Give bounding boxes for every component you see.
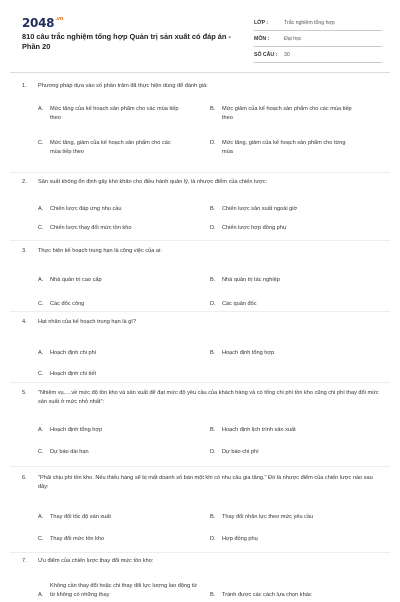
option-c[interactable] [38,448,180,457]
option-a[interactable] [38,205,180,214]
question-number: 6. [22,475,27,481]
option-letter: C. [38,140,44,146]
option-a[interactable] [38,513,180,522]
meta-value: 30 [284,51,290,58]
option-letter: A. [38,427,44,433]
option-letter: B. [210,514,216,520]
question-text: Phương pháp dựa vào số phần trăm đã thực hiện dùng để đánh giá: [38,83,208,89]
option-letter: D. [210,140,216,146]
document-title: 810 câu trắc nghiệm tổng hợp Quản trị sản xuất có đáp án - Phần 20 [22,32,231,51]
meta-label: SỐ CÂU : [254,51,278,58]
option-text: Các quản đốc [222,301,257,307]
option-a[interactable] [38,582,200,600]
option-b[interactable] [210,105,352,123]
option-text: Hoạch định tổng hợp [222,350,275,356]
option-text: Mức giảm của kế hoạch sản phẩm cho các mùa tiếp theo [222,106,352,121]
question-3 [22,247,384,307]
meta-value: Trắc nghiệm tổng hợp [284,19,335,26]
option-d[interactable] [210,139,352,157]
option-a[interactable] [38,276,180,285]
question-number: 1. [22,83,27,89]
option-b[interactable] [210,591,352,600]
option-b[interactable] [210,513,352,522]
question-number: 4. [22,319,27,325]
option-a[interactable] [38,349,180,358]
question-divider [10,466,390,467]
meta-row-class [254,15,382,31]
question-text: "Nhiệm vụ.....về mức độ tồn kho và sản xuất để đạt mức độ yêu cầu của khách hàng và có tổng chi phí tồn kho cũng chi phí thay đổi mức sản xuất ở mức nhỏ nhất": [38,390,379,405]
option-letter: B. [210,427,216,433]
question-text: Thực hiện kế hoạch trung hạn là công việc của ai: [38,248,162,254]
option-letter: A. [38,206,44,212]
question-4 [22,318,384,377]
option-text: Dự báo dài hạn [50,449,89,455]
option-letter: D. [210,449,216,455]
option-a[interactable] [38,426,180,435]
question-number: 5. [22,390,27,396]
option-letter: B. [210,206,216,212]
option-letter: A. [38,350,44,356]
option-letter: C. [38,536,44,542]
question-number: 2. [22,179,27,185]
question-text: Ưu điểm của chiến lược thay đổi mức tồn kho: [38,558,154,564]
option-letter: B. [210,592,216,598]
option-letter: D. [210,536,216,542]
option-letter: A. [38,106,44,112]
meta-label: LỚP : [254,19,269,26]
option-text: Hợp đồng phụ [222,536,258,542]
option-d[interactable] [210,535,352,544]
option-text: Nhà quản trị cao cấp [50,277,102,283]
option-text: Thay đổi mức tồn kho [50,536,105,542]
logo-suffix: .vn [55,16,64,22]
option-c[interactable] [38,370,180,379]
option-d[interactable] [210,224,352,233]
option-c[interactable] [38,224,180,233]
option-c[interactable] [38,535,180,544]
option-text: Hoạch định chi phí [50,350,97,356]
question-number: 7. [22,558,27,564]
question-divider [10,172,390,173]
option-text: Nhà quản trị tác nghiệp [222,277,280,283]
option-letter: C. [38,371,44,377]
option-text: Chiến lược thay đổi mức tồn kho [50,225,132,231]
option-letter: A. [38,514,44,520]
option-text: Hoạch định chi tiết [50,371,97,377]
option-letter: C. [38,449,44,455]
option-d[interactable] [210,300,352,309]
meta-row-count [254,47,382,63]
option-letter: B. [210,277,216,283]
option-text: Hoạch định lịch trình sản xuất [222,427,296,433]
question-divider [10,240,390,241]
question-6 [22,474,384,542]
option-letter: A. [38,277,44,283]
header-divider [10,72,390,73]
site-logo[interactable] [22,16,63,30]
option-text: Thay đổi nhân lực theo mức yêu cầu [222,514,314,520]
question-2 [22,178,384,233]
option-text: Thay đổi tốc độ sản xuất [50,514,111,520]
option-letter: B. [210,350,216,356]
question-text: Hạt nhân của kế hoạch trung hạn là gì? [38,319,136,325]
option-b[interactable] [210,349,352,358]
option-b[interactable] [210,426,352,435]
question-number: 3. [22,248,27,254]
meta-value: Đại học [284,35,302,42]
question-1 [22,82,384,163]
logo-text: 2048 [22,16,55,30]
option-text: Mức tăng của kế hoạch sản phẩm cho các mùa tiếp theo [50,106,179,121]
question-divider [10,382,390,383]
meta-label: MÔN : [254,35,270,42]
option-c[interactable] [38,300,180,309]
option-text: Hoạch định tổng hợp [50,427,103,433]
option-text: Tránh được các cách lựa chọn khác [222,592,312,598]
option-b[interactable] [210,276,352,285]
question-text: "Phải chịu phí tồn kho. Nếu thiếu hàng sẽ bị mất doanh số bán một khi có nhu cầu gia tăng." Đó là nhược điểm của chiến lược nào sau đây: [38,475,373,490]
option-text: Không cần thay đổi hoặc chi thay đổi lực lượng lao động từ từ không có những thay [50,583,198,598]
document-header [0,0,400,66]
option-text: Mức tăng, giảm của kế hoạch sản phẩm cho các mùa tiếp theo [50,140,171,155]
option-text: Mức tăng, giảm của kế hoạch sản phẩm cho từng mùa [222,140,346,155]
option-d[interactable] [210,448,352,457]
option-letter: A. [38,592,44,598]
question-text: Sản xuất không ổn định gây khó khăn cho điều hành quản lý, là nhược điểm của chiến lược: [38,179,268,185]
option-text: Dự báo chi phí [222,449,259,455]
option-text: Chiến lược sản xuất ngoài giờ [222,206,298,212]
option-a[interactable] [38,105,180,123]
question-7 [22,557,384,602]
question-5 [22,389,384,457]
option-letter: B. [210,106,216,112]
option-letter: C. [38,301,44,307]
option-text: Chiến lược đáp ứng nhu cầu [50,206,122,212]
meta-info [254,15,382,63]
option-b[interactable] [210,205,352,214]
option-text: Các đốc công [50,301,85,307]
option-letter: D. [210,225,216,231]
meta-row-subject [254,31,382,47]
question-divider [10,552,390,553]
option-letter: C. [38,225,44,231]
option-text: Chiến lược hợp đồng phụ [222,225,286,231]
question-divider [10,311,390,312]
option-letter: D. [210,301,216,307]
option-c[interactable] [38,139,180,157]
